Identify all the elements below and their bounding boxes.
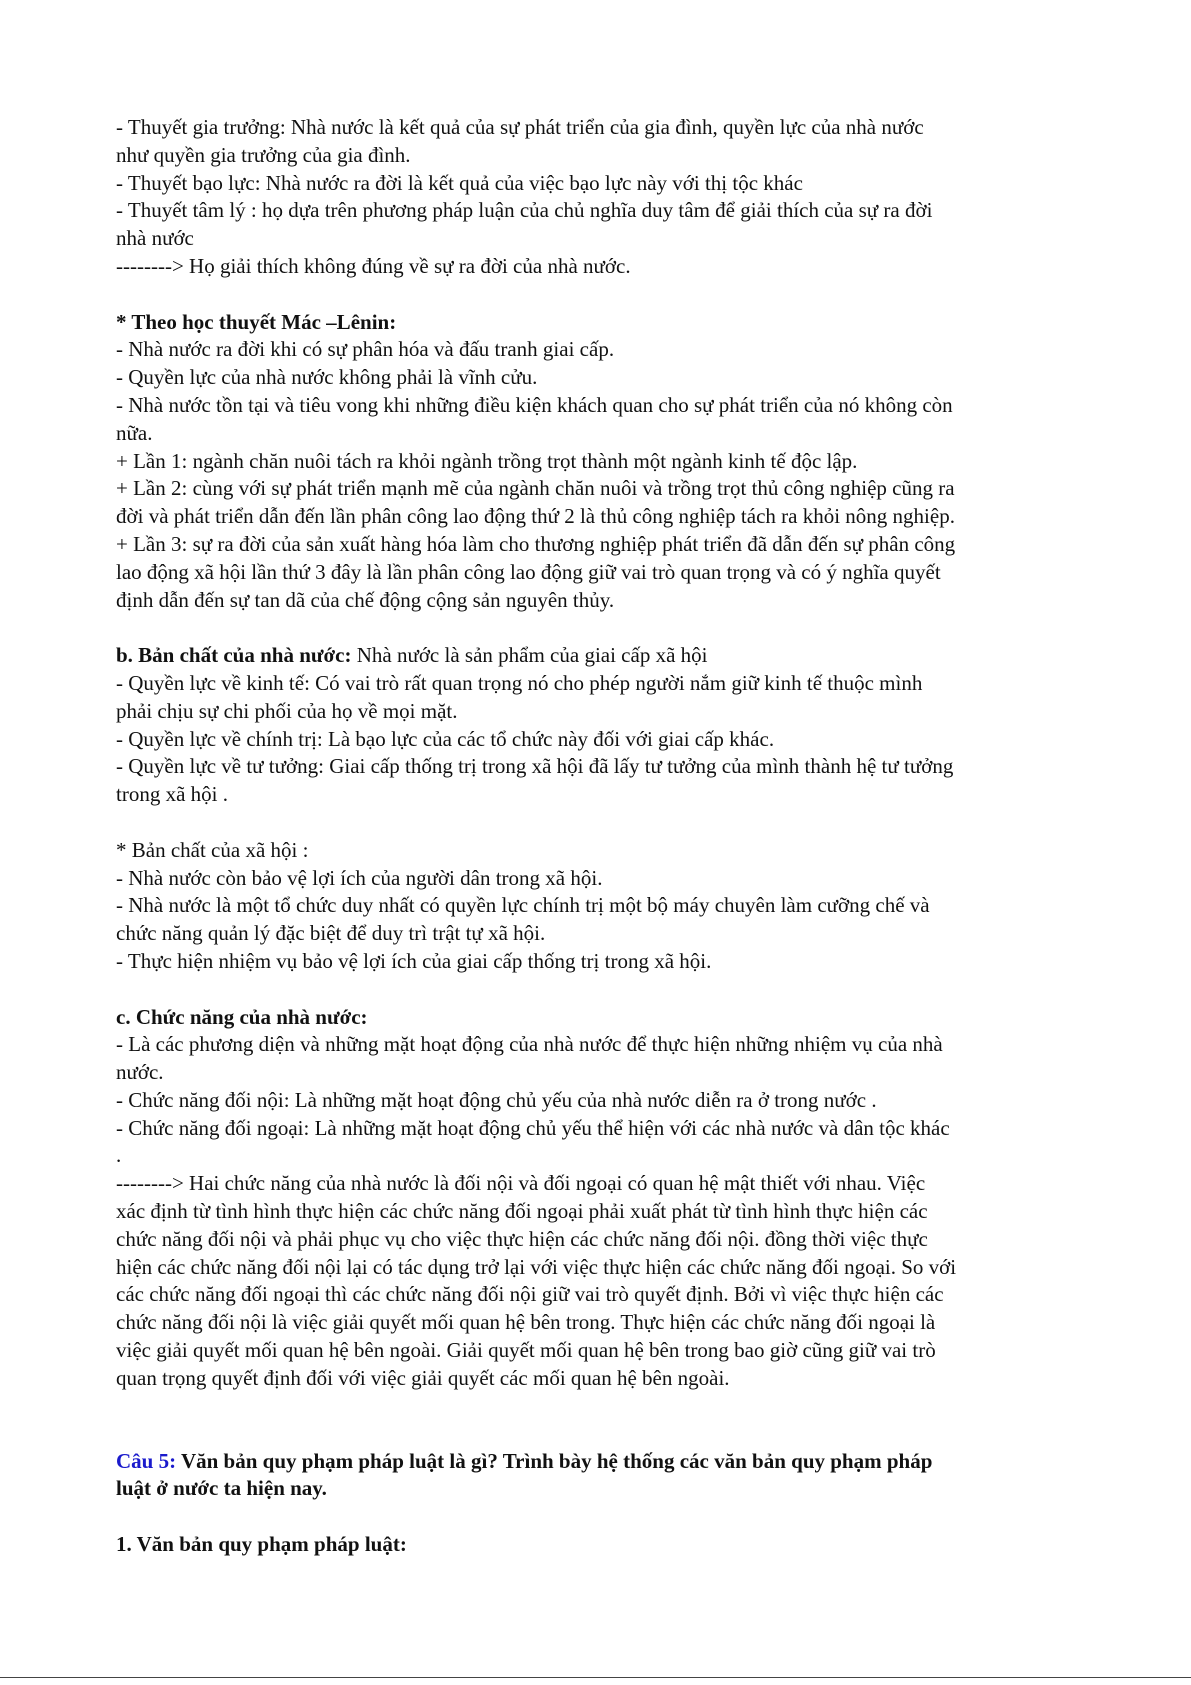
functions-line-5: .: [116, 1143, 122, 1168]
social-line-2: - Nhà nước là một tổ chức duy nhất có quyền lực chính trị một bộ máy chuyên làm cưỡng chế và: [116, 893, 930, 918]
spacer: [116, 1393, 1086, 1448]
functions-line-12: việc giải quyết mối quan hệ bên ngoài. Giải quyết mối quan hệ bên trong bao giờ cũng giữ vai trò: [116, 1338, 936, 1363]
essence-line-4: - Quyền lực về tư tưởng: Giai cấp thống trị trong xã hội đã lấy tư tưởng của mình thành hệ tư tưởng: [116, 754, 954, 779]
spacer: [116, 1503, 1086, 1531]
social-line-1: - Nhà nước còn bảo vệ lợi ích của người dân trong xã hội.: [116, 865, 603, 890]
essence-line-5: trong xã hội .: [116, 782, 228, 807]
essence-line-3: - Quyền lực về chính trị: Là bạo lực của các tổ chức này đối với giai cấp khác.: [116, 726, 775, 751]
marx-line-6: + Lần 2: cùng với sự phát triển mạnh mẽ của ngành chăn nuôi và trồng trọt thủ công nghiệp cũng ra: [116, 476, 955, 501]
marx-line-2: - Quyền lực của nhà nước không phải là vĩnh cửu.: [116, 365, 538, 390]
social-line-4: - Thực hiện nhiệm vụ bảo vệ lợi ích của giai cấp thống trị trong xã hội.: [116, 948, 712, 973]
spacer: [116, 809, 1086, 837]
functions-line-2: nước.: [116, 1060, 164, 1085]
functions-line-4: - Chức năng đối ngoại: Là những mặt hoạt động chủ yếu thể hiện với các nhà nước và dân tộc khác: [116, 1115, 950, 1140]
spacer: [116, 976, 1086, 1004]
social-line-3: chức năng quản lý đặc biệt để duy trì trật tự xã hội.: [116, 921, 546, 946]
page-bottom-divider: [0, 1677, 1191, 1678]
theory-psychology-line-2: nhà nước: [116, 226, 194, 251]
spacer: [116, 614, 1086, 642]
essence-heading-label: b. Bản chất của nhà nước:: [116, 643, 352, 668]
essence-heading: [116, 642, 1086, 670]
marx-line-5: + Lần 1: ngành chăn nuôi tách ra khỏi ngành trồng trọt thành một ngành kinh tế độc lập.: [116, 448, 858, 473]
marx-line-10: định dẫn đến sự tan dã của chế động cộng sản nguyên thủy.: [116, 587, 615, 612]
essence-line-2: phải chịu sự chi phối của họ về mọi mặt.: [116, 698, 458, 723]
functions-heading: c. Chức năng của nhà nước:: [116, 1004, 368, 1029]
marx-line-1: - Nhà nước ra đời khi có sự phân hóa và đấu tranh giai cấp.: [116, 337, 615, 362]
theory-patriarchal-line-1: - Thuyết gia trưởng: Nhà nước là kết quả của sự phát triển của gia đình, quyền lực của nhà nước: [116, 115, 924, 139]
spacer: [116, 281, 1086, 309]
functions-line-6: --------> Hai chức năng của nhà nước là đối nội và đối ngoại có quan hệ mật thiết với nhau. Việc: [116, 1171, 926, 1196]
essence-heading-text: Nhà nước là sản phẩm của giai cấp xã hội: [351, 643, 708, 668]
question-5-text-1: Văn bản quy phạm pháp luật là gì? Trình bày hệ thống các văn bản quy phạm pháp: [176, 1448, 933, 1473]
functions-line-1: - Là các phương diện và những mặt hoạt động của nhà nước để thực hiện những nhiệm vụ của nhà: [116, 1032, 943, 1057]
question-5-label: Câu 5:: [116, 1448, 177, 1473]
theory-psychology-line-1: - Thuyết tâm lý : họ dựa trên phương pháp luận của chủ nghĩa duy tâm để giải thích của sự ra đời: [116, 198, 933, 223]
functions-line-11: chức năng đối nội là việc giải quyết mối quan hệ bên trong. Thực hiện các chức năng đối ngoại là: [116, 1310, 936, 1335]
marx-line-7: đời và phát triển dẫn đến lần phân công lao động thứ 2 là thủ công nghiệp tách ra khỏi nông nghiệp.: [116, 504, 955, 529]
marx-line-4: nữa.: [116, 420, 153, 445]
theory-violence-line: - Thuyết bạo lực: Nhà nước ra đời là kết quả của việc bạo lực này với thị tộc khác: [116, 170, 803, 195]
functions-line-8: chức năng đối nội và phải phục vụ cho việc thực hiện các chức năng đối nội. đồng thời việc thực: [116, 1226, 928, 1251]
marx-line-8: + Lần 3: sự ra đời của sản xuất hàng hóa làm cho thương nghiệp phát triển đã dẫn đến sự phân công: [116, 531, 956, 556]
functions-line-13: quan trọng quyết định đối với việc giải quyết các mối quan hệ bên ngoài.: [116, 1365, 730, 1390]
document-page: [116, 114, 1086, 1559]
theory-patriarchal-line-2: như quyền gia trưởng của gia đình.: [116, 142, 411, 167]
essence-line-1: - Quyền lực về kinh tế: Có vai trò rất quan trọng nó cho phép người nắm giữ kinh tế thuộc mình: [116, 670, 923, 695]
functions-line-10: các chức năng đối ngoại thì các chức năng đối nội giữ vai trò quyết định. Bởi vì việc thực hiện các: [116, 1282, 944, 1307]
theory-conclusion-line: --------> Họ giải thích không đúng về sự ra đời của nhà nước.: [116, 253, 631, 278]
functions-line-7: xác định từ tình hình thực hiện các chức năng đối ngoại phải xuất phát từ tình hình thực hiện các: [116, 1199, 928, 1224]
social-essence-heading: * Bản chất của xã hội :: [116, 837, 309, 862]
functions-line-3: - Chức năng đối nội: Là những mặt hoạt động chủ yếu của nhà nước diễn ra ở trong nước .: [116, 1087, 877, 1112]
question-5-heading: [116, 1448, 1086, 1476]
section-1-heading: 1. Văn bản quy phạm pháp luật:: [116, 1532, 407, 1557]
marx-line-9: lao động xã hội lần thứ 3 đây là lần phân công lao động giữ vai trò quan trọng và có ý nghĩa quyết: [116, 559, 941, 584]
marx-line-3: - Nhà nước tồn tại và tiêu vong khi những điều kiện khách quan cho sự phát triển của nó không còn: [116, 392, 953, 417]
functions-line-9: hiện các chức năng đối nội lại có tác dụng trở lại với việc thực hiện các chức năng đối ngoại. So với: [116, 1254, 957, 1279]
question-5-text-2: luật ở nước ta hiện nay.: [116, 1476, 327, 1501]
marx-lenin-heading: * Theo học thuyết Mác –Lênin:: [116, 309, 397, 334]
